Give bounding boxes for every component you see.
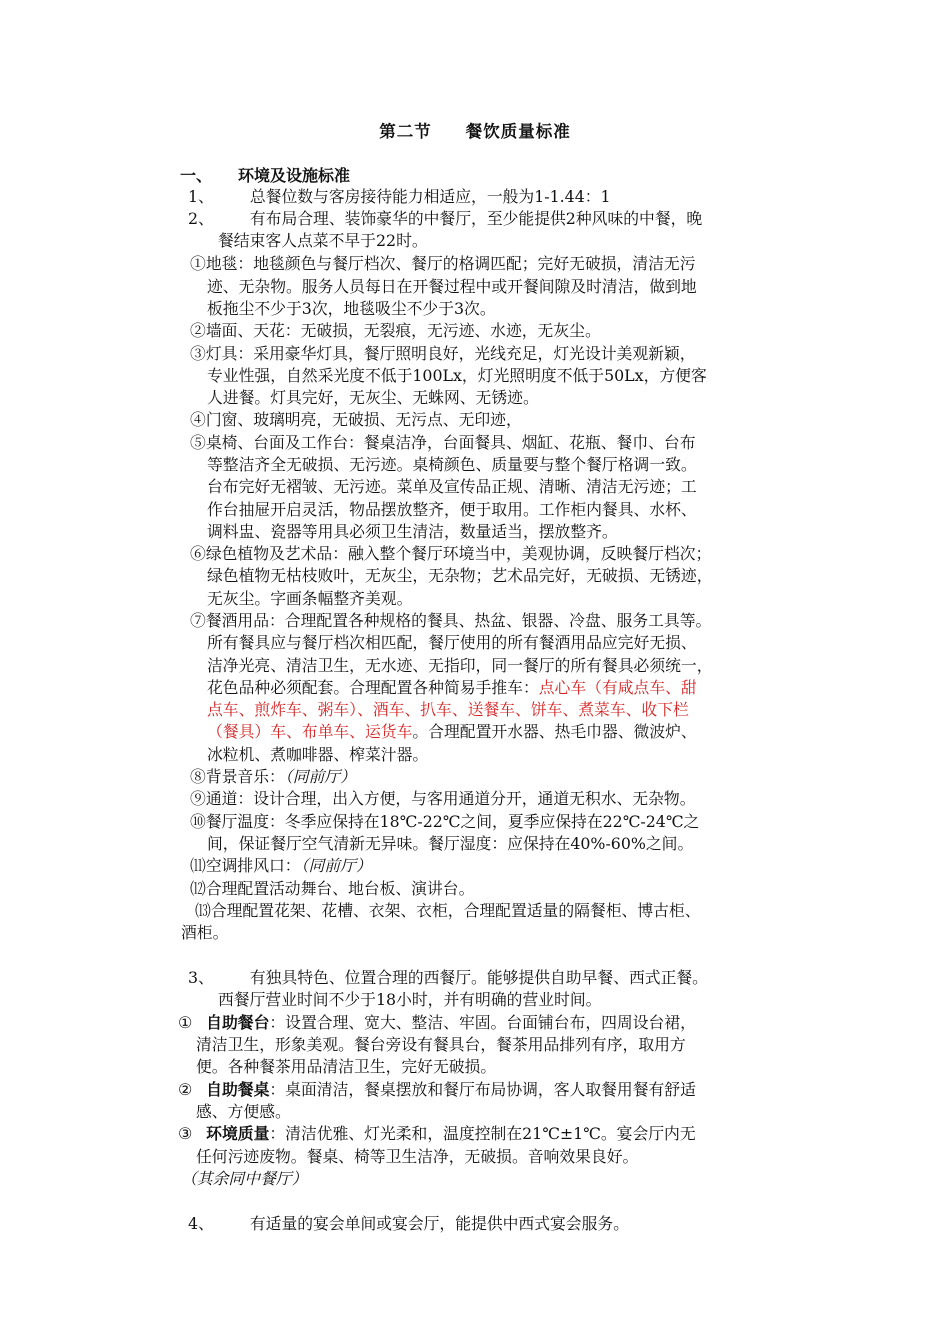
clause-text: 花色品种必须配套。合理配置各种简易手推车：: [207, 678, 539, 697]
clause-marker: ①: [178, 1013, 193, 1032]
clause-marker: ⑾: [190, 856, 206, 875]
clause-marker: ⑦: [190, 611, 206, 630]
clause-5-line5: 调料盅、瓷器等用具必须卫生清洁，数量适当，摆放整齐。: [207, 522, 618, 541]
western-clause-3-line1: [178, 1123, 696, 1145]
clause-12: [190, 878, 474, 900]
clause-5-line4: 作台抽屉开启灵活，物品摆放整齐，便于取用。工作柜内餐具、水杯、: [207, 500, 697, 519]
item-number: 2、: [188, 209, 214, 228]
item-text: 有布局合理、装饰豪华的中餐厅，至少能提供2种风味的中餐，晚: [249, 209, 703, 228]
clause-marker: ②: [178, 1080, 193, 1099]
clause-13-line2: 酒柜。: [181, 923, 229, 942]
clause-text: 合理配置花架、花槽、衣架、衣柜，合理配置适量的隔餐柜、博古柜、: [210, 901, 701, 920]
item-number: 4、: [188, 1214, 214, 1233]
item-2-line2: 餐结束客人点菜不早于22时。: [218, 231, 428, 250]
western-clause-1-line2: 清洁卫生，形象美观。餐台旁设有餐具台，餐茶用品排列有序，取用方: [196, 1035, 686, 1054]
clause-marker: ③: [190, 344, 206, 363]
item-2-line1: [188, 208, 702, 230]
clause-5-line3: 台布完好无褶皱、无污迹。菜单及宣传品正规、清晰、清洁无污迹；工: [207, 477, 697, 496]
cart-list-red: （餐具）车、布单车、运货车: [207, 722, 413, 741]
clause-text: 桌椅、台面及工作台：餐桌洁净，台面餐具、烟缸、花瓶、餐巾、台布: [205, 433, 696, 452]
clause-11: [190, 855, 372, 877]
clause-marker: ⑥: [190, 544, 206, 563]
clause-marker: ⑩: [190, 812, 206, 831]
clause-keyword: 自助餐台: [206, 1013, 270, 1032]
western-clause-1-line1: [178, 1012, 696, 1034]
item-text: 有独具特色、位置合理的西餐厅。能够提供自助早餐、西式正餐。: [249, 968, 708, 987]
clause-10-line2: 间，保证餐厅空气清新无异味。餐厅湿度：应保持在40%-60%之间。: [207, 834, 694, 853]
title-main: 餐饮质量标准: [465, 122, 571, 141]
clause-13-line1: [195, 900, 701, 922]
clause-7-line3: 洁净光亮、清洁卫生，无水迹、无指印，同一餐厅的所有餐具必须统一，: [207, 656, 713, 675]
clause-2: [190, 320, 601, 342]
clause-8: [190, 766, 356, 788]
clause-keyword: 环境质量: [206, 1124, 270, 1143]
western-clause-2-line1: [178, 1079, 696, 1101]
clause-keyword: 自助餐桌: [206, 1080, 270, 1099]
page-title: [0, 118, 950, 142]
western-clause-1-line3: 便。各种餐茶用品清洁卫生，完好无破损。: [196, 1057, 497, 1076]
clause-7-line2: 所有餐具应与餐厅档次相匹配，餐厅使用的所有餐酒用品应完好无损、: [207, 633, 697, 652]
clause-text: 空调排风口：: [205, 856, 301, 875]
item-3-line2: 西餐厅营业时间不少于18小时，并有明确的营业时间。: [218, 990, 602, 1009]
clause-text: ：清洁优雅、灯光柔和，温度控制在21℃±1℃。宴会厅内无: [269, 1124, 696, 1143]
same-as-note: （同前厅）: [284, 767, 356, 786]
section-heading: [180, 163, 350, 186]
cart-list-red: 点心车（有咸点车、甜: [538, 678, 697, 697]
clause-6-line2: 绿色植物无枯枝败叶，无灰尘，无杂物；艺术品完好，无破损、无锈迹，: [207, 566, 713, 585]
western-clause-2-line2: 感、方便感。: [196, 1102, 291, 1121]
clause-3-line1: [190, 343, 696, 365]
western-clause-3-line2: 任何污迹废物。餐桌、椅等卫生洁净，无破损。音响效果良好。: [196, 1147, 639, 1166]
clause-9: [190, 788, 696, 810]
clause-1-line2: 迹、无杂物。服务人员每日在开餐过程中或开餐间隙及时清洁，做到地: [207, 277, 697, 296]
clause-5-line2: 等整洁齐全无破损、无污迹。桌椅颜色、质量要与整个餐厅格调一致。: [207, 455, 697, 474]
clause-10-line1: [190, 811, 699, 833]
clause-3-line2: 专业性强，自然采光度不低于100Lx，灯光照明度不低于50Lx，方便客: [207, 366, 707, 385]
item-1: [188, 186, 611, 208]
clause-text: 地毯：地毯颜色与餐厅档次、餐厅的格调匹配；完好无破损，清洁无污: [205, 254, 696, 273]
clause-marker: ⒀: [195, 901, 211, 920]
clause-5-line1: [190, 432, 696, 454]
clause-text: 门窗、玻璃明亮，无破损、无污点、无印迹，: [205, 410, 522, 429]
clause-marker: ④: [190, 410, 206, 429]
item-number: 1、: [188, 187, 214, 206]
clause-marker: ⑧: [190, 767, 206, 786]
clause-marker: ⑤: [190, 433, 206, 452]
clause-text: 通道：设计合理，出入方便，与客用通道分开，通道无积水、无杂物。: [205, 789, 696, 808]
clause-text: 餐酒用品：合理配置各种规格的餐具、热盆、银器、冷盘、服务工具等。: [205, 611, 712, 630]
item-text: 有适量的宴会单间或宴会厅，能提供中西式宴会服务。: [249, 1214, 629, 1233]
item-number: 3、: [188, 968, 214, 987]
clause-7-line6: [207, 721, 697, 743]
clause-text: 合理配置活动舞台、地台板、演讲台。: [205, 879, 475, 898]
clause-text: 绿色植物及艺术品：融入整个餐厅环境当中，美观协调，反映餐厅档次；: [205, 544, 712, 563]
clause-6-line3: 无灰尘。字画条幅整齐美观。: [207, 589, 413, 608]
clause-marker: ⑿: [190, 879, 206, 898]
clause-3-line3: 人进餐。灯具完好，无灰尘、无蛛网、无锈迹。: [207, 388, 539, 407]
clause-7-line4: [207, 677, 697, 699]
clause-1-line3: 板拖尘不少于3次，地毯吸尘不少于3次。: [207, 299, 496, 318]
clause-marker: ①: [190, 254, 206, 273]
clause-text: 灯具：采用豪华灯具，餐厅照明良好，光线充足，灯光设计美观新颖，: [205, 344, 696, 363]
item-4: [188, 1213, 629, 1235]
clause-4: [190, 409, 522, 431]
clause-7-line7: 冰粒机、煮咖啡器、榨菜汁器。: [207, 745, 429, 764]
clause-1-line1: [190, 253, 696, 275]
clause-marker: ⑨: [190, 789, 206, 808]
section-title: 环境及设施标准: [238, 166, 351, 185]
item-3-line1: [188, 967, 708, 989]
clause-text: 背景音乐：: [205, 767, 285, 786]
clause-marker: ②: [190, 321, 206, 340]
clause-text: ：桌面清洁，餐桌摆放和餐厅布局协调，客人取餐用餐有舒适: [269, 1080, 696, 1099]
clause-7-line1: [190, 610, 711, 632]
item-text: 总餐位数与客房接待能力相适应，一般为1-1.44：1: [249, 187, 611, 206]
clause-text: 餐厅温度：冬季应保持在18℃-22℃之间，夏季应保持在22℃-24℃之: [205, 812, 700, 831]
title-prefix: 第二节: [379, 122, 432, 141]
clause-marker: ③: [178, 1124, 193, 1143]
clause-text: 。合理配置开水器、热毛巾器、微波炉、: [412, 722, 697, 741]
western-note: （其余同中餐厅）: [181, 1169, 308, 1188]
section-number: 一、: [180, 166, 213, 185]
clause-text: 墙面、天花：无破损，无裂痕，无污迹、水迹，无灰尘。: [205, 321, 601, 340]
same-as-note: （同前厅）: [300, 856, 372, 875]
clause-6-line1: [190, 543, 711, 565]
clause-text: ：设置合理、宽大、整洁、牢固。台面铺台布，四周设台裙，: [269, 1013, 696, 1032]
clause-7-line5-red: 点车、煎炸车、粥车）、酒车、扒车、送餐车、饼车、煮菜车、收下栏: [207, 700, 689, 719]
